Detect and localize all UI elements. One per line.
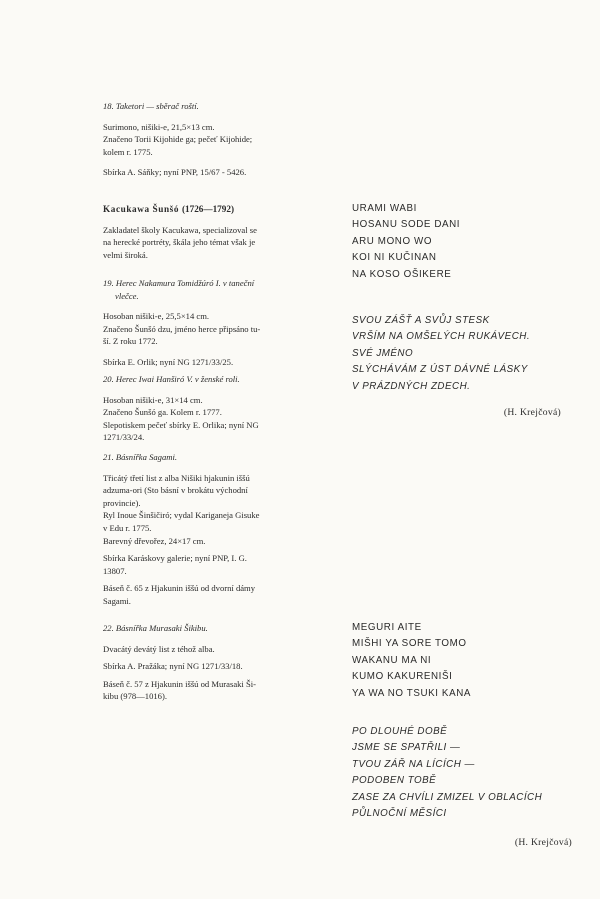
entry-text-line: v Edu r. 1775. (103, 522, 152, 533)
poem-line: PODOBEN TOBĚ (352, 775, 437, 787)
artist-name: Kacukawa Šunšó (103, 204, 180, 214)
poem-line: SLÝCHÁVÁM Z ÚST DÁVNÉ LÁSKY (352, 364, 528, 376)
poem-line: PO DLOUHÉ DOBĚ (352, 726, 448, 737)
poem-2-translation (352, 724, 582, 822)
entry-signature-line: Značeno Šunšó dzu, jméno herce připsáno tu- (103, 323, 261, 334)
poem-line: YA WA NO TSUKI KANA (352, 687, 472, 699)
poem-line: NA KOSO OŠIKERE (352, 268, 452, 280)
entry-text-line: Ryl Inoue Šinšičiró; vydal Kariganeja Gisuke (103, 510, 260, 521)
poem-line: HOSANU SODE DANI (352, 219, 461, 231)
entry-text-line: Barevný dřevořez, 24×17 cm. (103, 535, 206, 546)
artist-heading (103, 203, 339, 216)
entry-signature-line: ší. Z roku 1772. (103, 336, 158, 347)
entry-poem-source: Báseň č. 65 z Hjakunin iššú od dvorní dámy (103, 583, 256, 594)
artist-bio-line: velmi široká. (103, 249, 148, 260)
poem-line: SVÉ JMÉNO (352, 347, 414, 359)
entry-collection: Sbírka A. Pražáka; nyní NG 1271/33/18. (103, 661, 243, 672)
entry-signature-line: kolem r. 1775. (103, 146, 153, 157)
poem-line: URAMI WABI (352, 203, 417, 214)
poem-line: WAKANU MA NI (352, 654, 432, 666)
poem-line: ARU MONO WO (352, 235, 433, 247)
artist-dates: (1726—1792) (181, 204, 235, 214)
entry-title: 20. Herec Iwai Hanširó V. v ženské roli. (103, 374, 240, 384)
poem-line: ZASE ZA CHVÍLI ZMIZEL V OBLACÍCH (352, 791, 543, 803)
entry-description: Hosoban nišiki-e, 25,5×14 cm. (103, 311, 210, 322)
poem-line: KUMO KAKURENIŠI (352, 671, 453, 683)
entry-22 (103, 622, 339, 703)
entry-19 (103, 277, 339, 369)
entry-poem-source: Báseň č. 57 z Hjakunin iššú od Murasaki Ši- (103, 678, 256, 689)
entry-poem-source: Sagami. (103, 595, 131, 606)
poem-line: TVOU ZÁŘ NA LÍCÍCH — (352, 758, 475, 770)
entry-title: 18. Taketori — sběrač roští. (103, 101, 199, 111)
poem-line: MIŠHI YA SORE TOMO (352, 638, 467, 650)
entry-seal-line: Slepotiskem pečeť sbírky E. Orlika; nyní NG (103, 419, 259, 430)
entry-collection: Sbírka A. Sáňky; nyní PNP, 15/67 - 5426. (103, 167, 247, 178)
entry-text-line: Třicátý třetí list z alba Nišiki hjakunin iššú (103, 472, 250, 483)
poem-1-romaji (352, 201, 582, 283)
poem-line: KOI NI KUČINAN (352, 252, 437, 264)
entry-description: Surimono, nišiki-e, 21,5×13 cm. (103, 121, 215, 132)
entry-text-line: provincie). (103, 497, 141, 508)
artist-section (103, 203, 339, 261)
poem-line: JSME SE SPATŘILI — (352, 742, 461, 754)
entry-title: 22. Básnířka Murasaki Šikibu. (103, 623, 208, 633)
poem-2-romaji (352, 620, 582, 702)
entry-description: Hosoban nišiki-e, 31×14 cm. (103, 394, 203, 405)
entry-collection: Sbírka Karáskovy galerie; nyní PNP, I. G. (103, 553, 247, 564)
entry-seal-line: 1271/33/24. (103, 432, 145, 443)
poem-line: VRŠÍM NA OMŠELÝCH RUKÁVECH. (352, 331, 531, 343)
entry-21 (103, 451, 339, 608)
entry-signature-line: Značeno Torii Kijohide ga; pečeť Kijohide; (103, 134, 253, 145)
poem-1-translation (352, 313, 582, 395)
poem-line: MEGURI AITE (352, 622, 422, 633)
entry-poem-source: kibu (978—1016). (103, 691, 167, 702)
entry-18 (103, 100, 339, 179)
poem-line: PŮLNOČNÍ MĚSÍCI (352, 808, 447, 820)
poem-line: V PRÁZDNÝCH ZDECH. (352, 380, 471, 392)
entry-collection: Sbírka E. Orlik; nyní NG 1271/33/25. (103, 356, 234, 367)
artist-bio-line: na herecké portréty, škála jeho témat však je (103, 237, 256, 248)
poem-line: SVOU ZÁŠŤ A SVŮJ STESK (352, 315, 490, 326)
entry-description: Dvacátý devátý list z téhož alba. (103, 643, 215, 654)
entry-title: 19. Herec Nakamura Tomidžúró I. v taneční (103, 278, 255, 288)
poem-2-credit: (H. Krejčová) (514, 837, 572, 848)
artist-bio-line: Zakladatel školy Kacukawa, specializoval se (103, 224, 257, 235)
entry-title: vlečce. (115, 290, 139, 301)
entry-20 (103, 373, 339, 444)
entry-text-line: adzuma-ori (Sto básní v brokátu východní (103, 485, 248, 496)
entry-collection: 13807. (103, 565, 127, 576)
poem-1-credit: (H. Krejčová) (503, 407, 561, 418)
entry-title: 21. Básnířka Sagami. (103, 452, 177, 462)
entry-signature-line: Značeno Šunšó ga. Kolem r. 1777. (103, 407, 222, 418)
